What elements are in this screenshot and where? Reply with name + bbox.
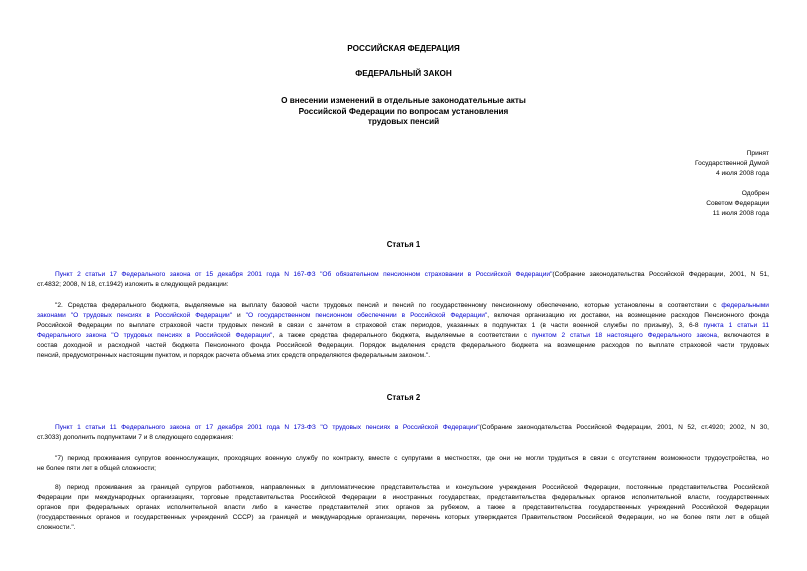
country-heading: РОССИЙСКАЯ ФЕДЕРАЦИЯ	[347, 44, 460, 53]
text-fragment: (Собрание законодательства Российской Федерации, 2001, N 51,	[552, 271, 769, 278]
text-fragment: , включая организацию их доставки, на возмещение расходов Пенсионного фонда	[487, 312, 769, 319]
law-173-link[interactable]: Пункт 1 статьи 11 Федерального закона от 17 декабря 2001 года N 173-ФЗ "О трудовых пенсиях в Российской Федерации"	[55, 424, 480, 431]
article-1-body	[37, 301, 769, 361]
law-title	[0, 96, 807, 128]
labor-pensions-law-link[interactable]: законами "О трудовых пенсиях в Российской Федерации"	[37, 312, 233, 319]
law-title-line: Российской Федерации по вопросам установления	[298, 106, 509, 116]
law-167-link[interactable]: Пункт 2 статьи 17 Федерального закона от 15 декабря 2001 года N 167-ФЗ "Об обязательном пенсионном страховании в Российской Федерации"	[55, 271, 553, 278]
law-title-line: трудовых пенсий	[367, 117, 440, 126]
law-type-heading: ФЕДЕРАЛЬНЫЙ ЗАКОН	[355, 69, 452, 78]
text-line: ст.4832; 2008, N 18, ст.1942) изложить в следующей редакции:	[37, 281, 229, 288]
text-line: "7) период проживания супругов военнослужащих, проходящих военную службу по контракту, вместе с супругами в местностях, где они не могли трудиться в связи с отсутствием возможности трудоустройства, но	[55, 455, 769, 462]
subparagraph-8	[37, 483, 769, 533]
article-2-intro	[37, 423, 769, 443]
text-line: (государственных органов и государственных учреждений СССР) за границей и международные организации, перечень которых утверждается Правительством Российской Федерации, но не более пяти лет в общей	[37, 514, 769, 521]
text-line: Федерации при международных организациях, торговые представительства Российской Федерации в иностранных государствах, представительства федеральных органов исполнительной власти, государственных	[37, 494, 769, 501]
subparagraph-7	[37, 454, 769, 474]
text-line	[37, 301, 769, 311]
text-fragment: , включаются в	[717, 332, 769, 339]
approved-block	[706, 189, 769, 219]
text-line: сложности.".	[37, 524, 76, 531]
text-line	[37, 311, 769, 321]
text-line	[37, 321, 769, 331]
law-title-line: О внесении изменений в отдельные законодательные акты	[281, 96, 526, 105]
text-fragment: Российской Федерации по выплате страховой части трудовых пенсий в связи с зачетом в страховой стаж периодов, указанных в подпунктах 1 (в части военной службы по призыву), 3, 6-8	[37, 322, 704, 329]
text-fragment: и	[232, 312, 246, 319]
text-line	[37, 270, 769, 280]
article-1-intro	[37, 270, 769, 290]
text-line: ст.3033) дополнить подпунктами 7 и 8 следующего содержания:	[37, 434, 234, 441]
text-line: 8) период проживания за границей супругов работников, направленных в дипломатические представительства и консульские учреждения Российской Федерации, постоянные представительства Российской	[55, 484, 769, 491]
accepted-body: Государственной Думой	[695, 160, 769, 167]
approved-label: Одобрен	[741, 190, 769, 197]
federal-laws-link[interactable]: федеральными	[721, 302, 769, 309]
state-pension-law-link[interactable]: "О государственном пенсионном обеспечении в Российской Федерации"	[245, 312, 488, 319]
article-11-point-1-link[interactable]: пункта 1 статьи 11	[703, 322, 769, 329]
article-2-heading: Статья 2	[386, 393, 421, 402]
accepted-label: Принят	[746, 150, 769, 157]
accepted-date: 4 июля 2008 года	[715, 170, 769, 177]
text-fragment: "2. Средства федерального бюджета, выделяемые на выплату базовой части трудовых пенсий и пенсий по государственному пенсионному обеспечению, которые установлены в соответствии с	[55, 302, 722, 309]
text-line	[37, 423, 769, 433]
approved-date: 11 июля 2008 года	[712, 210, 769, 217]
accepted-block	[695, 149, 769, 179]
text-line: не более пяти лет в общей сложности;	[37, 465, 156, 472]
article-18-point-2-link[interactable]: пунктом 2 статьи 18 настоящего Федерального закона	[532, 332, 718, 339]
text-line: состав доходной и расходной частей бюджета Пенсионного фонда Российской Федерации. Порядок выделения средств федерального бюджета на возмещение расходов по выплате страховой части трудовых	[37, 342, 769, 349]
text-line: органов при федеральных органах исполнительной власти либо в качестве представителей этих органов за рубежом, а также в представительства государственных учреждений Российской Федерации	[37, 504, 769, 511]
text-line: пенсий, предусмотренных настоящим пунктом, и порядок расчета объема этих средств определяются федеральным законом.".	[37, 352, 431, 359]
article-1-heading: Статья 1	[386, 240, 421, 249]
labor-pensions-fz-link[interactable]: Федерального закона "О трудовых пенсиях в Российской Федерации"	[37, 332, 273, 339]
text-fragment: (Собрание законодательства Российской Федерации, 2001, N 52, ст.4920; 2002, N 30,	[479, 424, 769, 431]
text-line	[37, 331, 769, 341]
approved-body: Советом Федерации	[706, 200, 769, 207]
text-fragment: , а также средства федерального бюджета, выделяемые в соответствии с	[272, 332, 532, 339]
